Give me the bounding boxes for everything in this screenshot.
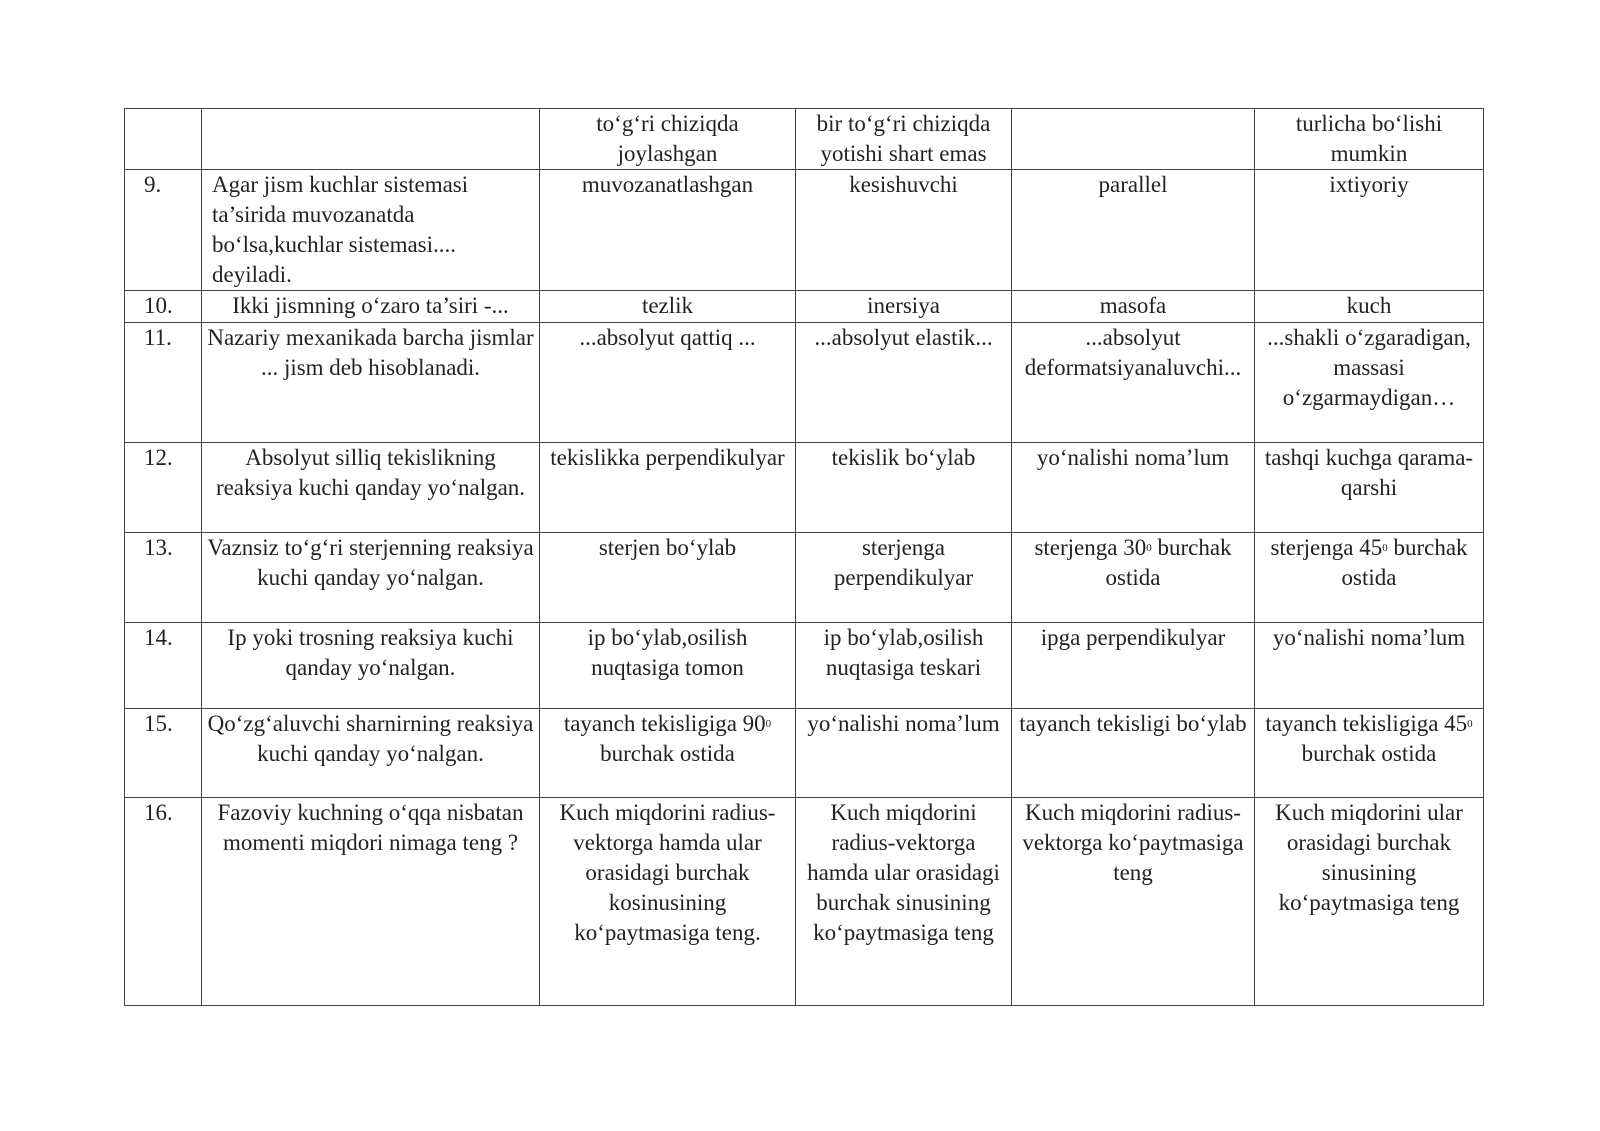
answer-b-cell: tekislik bo‘ylab [796, 443, 1012, 533]
degree-superscript: 0 [1382, 542, 1388, 554]
answer-d-cell: kuch [1255, 291, 1484, 323]
degree-superscript: 0 [765, 718, 772, 730]
table-row [125, 623, 1484, 709]
answer-d-cell: Kuch miqdorini ular orasidagi burchak sinusining ko‘paytmasiga teng [1255, 798, 1484, 1006]
question-cell: Nazariy mexanikada barcha jismlar ... jism deb hisoblanadi. [202, 323, 540, 443]
answer-d-cell: turlicha bo‘lishi mumkin [1255, 109, 1484, 170]
answer-c-cell [1012, 109, 1255, 170]
answer-b-cell: inersiya [796, 291, 1012, 323]
table-row [125, 709, 1484, 798]
answer-a-text-end: burchak ostida [600, 741, 735, 766]
question-cell: Qo‘zg‘aluvchi sharnirning reaksiya kuchi qanday yo‘nalgan. [202, 709, 540, 798]
row-number: 10. [125, 291, 202, 323]
answer-c-cell: masofa [1012, 291, 1255, 323]
answer-a-cell: sterjen bo‘ylab [540, 533, 796, 623]
answer-c-cell [1012, 533, 1255, 623]
answer-a-cell: Kuch miqdorini radius-vektorga hamda ular orasidagi burchak kosinusining ko‘paytmasiga teng. [540, 798, 796, 1006]
question-cell: Ikki jismning o‘zaro ta’siri -... [202, 291, 540, 323]
question-cell [202, 109, 540, 170]
table-row [125, 323, 1484, 443]
answer-c-cell: tayanch tekisligi bo‘ylab [1012, 709, 1255, 798]
table-row [125, 798, 1484, 1006]
row-number: 12. [125, 443, 202, 533]
row-number: 15. [125, 709, 202, 798]
answer-d-cell: ixtiyoriy [1255, 170, 1484, 291]
questions-table [124, 108, 1484, 1006]
row-number: 14. [125, 623, 202, 709]
question-cell: Ip yoki trosning reaksiya kuchi qanday yo‘nalgan. [202, 623, 540, 709]
answer-d-cell [1255, 533, 1484, 623]
row-number: 16. [125, 798, 202, 1006]
row-number: 9. [125, 170, 202, 291]
answer-d-text: sterjenga 45 [1270, 535, 1383, 560]
answer-d-cell: tashqi kuchga qarama-qarshi [1255, 443, 1484, 533]
answer-a-text: tayanch tekisligiga 90 [563, 711, 766, 736]
answer-d-cell: ...shakli o‘zgaradigan, massasi o‘zgarmaydigan… [1255, 323, 1484, 443]
answer-a-cell: ...absolyut qattiq ... [540, 323, 796, 443]
answer-c-cell: yo‘nalishi noma’lum [1012, 443, 1255, 533]
question-cell: Vaznsiz to‘g‘ri sterjenning reaksiya kuchi qanday yo‘nalgan. [202, 533, 540, 623]
table-row [125, 291, 1484, 323]
table-row [125, 109, 1484, 170]
answer-b-cell: ...absolyut elastik... [796, 323, 1012, 443]
answer-a-cell: tezlik [540, 291, 796, 323]
answer-a-cell: tekislikka perpendikulyar [540, 443, 796, 533]
table-row [125, 170, 1484, 291]
answer-b-cell: sterjenga perpendikulyar [796, 533, 1012, 623]
answer-c-cell: ipga perpendikulyar [1012, 623, 1255, 709]
answer-d-cell: yo‘nalishi noma’lum [1255, 623, 1484, 709]
table-row [125, 443, 1484, 533]
row-number [125, 109, 202, 170]
answer-a-cell: muvozanatlashgan [540, 170, 796, 291]
question-cell: Absolyut silliq tekislikning reaksiya kuchi qanday yo‘nalgan. [202, 443, 540, 533]
answer-d-text-end: burchak ostida [1341, 535, 1468, 590]
answer-b-cell: yo‘nalishi noma’lum [796, 709, 1012, 798]
answer-c-cell: parallel [1012, 170, 1255, 291]
answer-c-cell: Kuch miqdorini radius-vektorga ko‘paytmasiga teng [1012, 798, 1255, 1006]
table-row [125, 533, 1484, 623]
question-cell: Agar jism kuchlar sistemasi ta’sirida muvozanatda bo‘lsa,kuchlar sistemasi.... deyiladi. [202, 170, 540, 291]
answer-d-text-end: burchak ostida [1301, 741, 1437, 766]
answer-b-cell: bir to‘g‘ri chiziqda yotishi shart emas [796, 109, 1012, 170]
degree-superscript: 0 [1467, 718, 1473, 730]
answer-d-text: tayanch tekisligiga 45 [1265, 711, 1468, 736]
answer-b-cell: kesishuvchi [796, 170, 1012, 291]
answer-b-cell: ip bo‘ylab,osilish nuqtasiga teskari [796, 623, 1012, 709]
answer-a-cell: ip bo‘ylab,osilish nuqtasiga tomon [540, 623, 796, 709]
row-number: 13. [125, 533, 202, 623]
answer-c-cell: ...absolyut deformatsiyanaluvchi... [1012, 323, 1255, 443]
answer-b-cell: Kuch miqdorini radius-vektorga hamda ular orasidagi burchak sinusining ko‘paytmasiga teng [796, 798, 1012, 1006]
answer-c-text-end: burchak ostida [1105, 535, 1232, 590]
question-cell: Fazoviy kuchning o‘qqa nisbatan momenti miqdori nimaga teng ? [202, 798, 540, 1006]
row-number: 11. [125, 323, 202, 443]
answer-d-cell [1255, 709, 1484, 798]
degree-superscript: 0 [1146, 542, 1152, 554]
answer-c-text: sterjenga 30 [1034, 535, 1147, 560]
answer-a-cell: to‘g‘ri chiziqda joylashgan [540, 109, 796, 170]
answer-a-cell [540, 709, 796, 798]
